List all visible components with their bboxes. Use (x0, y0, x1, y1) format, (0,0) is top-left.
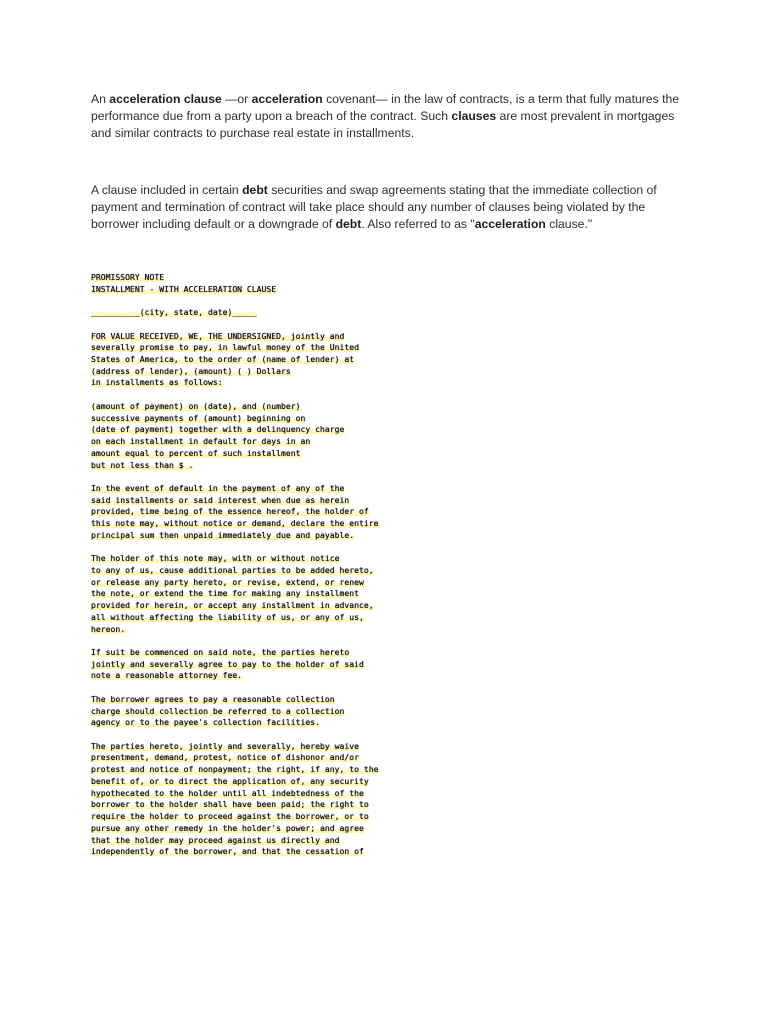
note-line (91, 483, 651, 495)
note-line (91, 799, 651, 811)
note-line (91, 846, 651, 858)
note-blank-line (91, 471, 651, 483)
note-line (91, 565, 651, 577)
paragraph-text: An (91, 92, 110, 106)
note-line-text: but not less than $ . (91, 459, 194, 470)
bold-term: acceleration (474, 216, 546, 231)
note-line-text: FOR VALUE RECEIVED, WE, THE UNDERSIGNED, jointly and (91, 330, 345, 341)
bold-term: debt (242, 183, 268, 197)
note-line-text: If suit be commenced on said note, the parties hereto (91, 647, 350, 657)
note-line-text: INSTALLMENT - WITH ACCELERATION CLAUSE (91, 283, 277, 294)
bold-term: acceleration clause (109, 92, 222, 106)
note-line (91, 741, 651, 753)
note-line (91, 307, 651, 319)
note-line (91, 577, 651, 589)
note-line (91, 624, 651, 636)
note-line (91, 436, 651, 448)
note-line-text: independently of the borrower, and that the cessation of (91, 846, 364, 857)
note-line (91, 588, 651, 600)
note-line-text: hereon. (91, 623, 126, 634)
note-blank-line (91, 319, 651, 331)
note-line-text: The parties hereto, jointly and severally, hereby waive (91, 740, 360, 751)
note-line-text: __________(city, state, date)_____ (91, 307, 257, 318)
paragraph-text: are most prevalent in mortgages and similar contracts to purchase real estate in installments. (91, 108, 675, 140)
intro-paragraph-definition (91, 91, 681, 141)
note-line-text: (date of payment) together with a delinquency charge (91, 424, 345, 435)
note-line (91, 553, 651, 565)
note-line-text: to any of us, cause additional parties to be added hereto, (91, 564, 374, 575)
note-line-text: provided for herein, or accept any installment in advance, (91, 600, 374, 611)
promissory-note-text (91, 272, 651, 858)
note-line (91, 506, 651, 518)
paragraph-text: . Also referred to as " (361, 216, 475, 231)
note-line-text: In the event of default in the payment of any of the (91, 482, 345, 493)
note-line (91, 460, 651, 472)
note-line (91, 717, 651, 729)
note-line-text: benefit of, or to direct the application of, any security (91, 775, 369, 786)
note-line (91, 706, 651, 718)
note-line (91, 495, 651, 507)
intro-paragraph-debt-clause (91, 182, 681, 232)
note-line (91, 331, 651, 343)
note-line-text: or release any party hereto, or revise, extend, or renew (91, 576, 364, 587)
note-line-text: on each installment in default for days in an (91, 436, 311, 447)
note-line (91, 284, 651, 296)
note-line-text: PROMISSORY NOTE (91, 272, 165, 282)
note-line-text: pursue any other remedy in the holder's power; and agree (91, 822, 364, 833)
note-line-text: charge should collection be referred to a collection (91, 705, 345, 716)
bold-term: acceleration (251, 92, 323, 106)
note-line (91, 752, 651, 764)
note-line-text: all without affecting the liability of us, or any of us, (91, 611, 364, 622)
note-line (91, 823, 651, 835)
note-line-text: this note may, without notice or demand, declare the entire (91, 518, 379, 529)
note-line-text: severally promise to pay, in lawful money of the United (91, 342, 360, 353)
note-line (91, 401, 651, 413)
note-line-text: The borrower agrees to pay a reasonable collection (91, 693, 335, 704)
bold-term: debt (335, 216, 362, 231)
note-line (91, 647, 651, 659)
note-line (91, 424, 651, 436)
bold-term: clauses (451, 108, 497, 123)
note-blank-line (91, 295, 651, 307)
note-line (91, 600, 651, 612)
paragraph-text: covenant— in the law of contracts, is a term that fully matures the performance due from a party upon a breach of the contract. Such (91, 92, 680, 123)
note-line (91, 788, 651, 800)
note-line-text: note a reasonable attorney fee. (91, 670, 243, 681)
note-line-text: agency or to the payee's collection facilities. (91, 717, 321, 728)
note-blank-line (91, 682, 651, 694)
note-line-text: (amount of payment) on (date), and (number) (91, 400, 301, 411)
note-line-text: said installments or said interest when due as herein (91, 494, 350, 505)
note-line (91, 377, 651, 389)
note-line (91, 670, 651, 682)
note-line-text: (address of lender), (amount) ( ) Dollars (91, 365, 291, 376)
note-line (91, 776, 651, 788)
note-line-text: States of America, to the order of (name of lender) at (91, 354, 355, 365)
note-line-text: borrower to the holder shall have been paid; the right to (91, 799, 369, 810)
note-line (91, 659, 651, 671)
paragraph-text: A clause included in certain (91, 183, 243, 197)
note-line (91, 811, 651, 823)
note-line-text: provided, time being of the essence hereof, the holder of (91, 506, 369, 517)
note-blank-line (91, 635, 651, 647)
note-blank-line (91, 729, 651, 741)
note-line (91, 518, 651, 530)
note-line-text: jointly and severally agree to pay to the holder of said (91, 658, 364, 669)
note-line (91, 835, 651, 847)
note-line (91, 530, 651, 542)
note-line-text: the note, or extend the time for making any installment (91, 588, 360, 599)
note-line (91, 413, 651, 425)
note-line-text: successive payments of (amount) beginning on (91, 412, 306, 423)
paragraph-text: —or (221, 92, 252, 106)
note-line-text: The holder of this note may, with or without notice (91, 553, 340, 564)
note-line-text: presentment, demand, protest, notice of dishonor and/or (91, 752, 360, 763)
paragraph-text: clause." (545, 216, 593, 231)
paragraph-text: securities and swap agreements stating that the immediate collection of payment and termination of contract will take place should any number of clauses being violated by the borrower including default or a downgrade of (91, 183, 657, 231)
note-line (91, 694, 651, 706)
note-line-text: that the holder may proceed against us directly and (91, 834, 340, 845)
note-line-text: hypothecated to the holder until all indebtedness of the (91, 787, 364, 798)
note-line (91, 764, 651, 776)
note-line (91, 366, 651, 378)
note-line (91, 272, 651, 284)
note-line (91, 448, 651, 460)
note-blank-line (91, 542, 651, 554)
note-line (91, 342, 651, 354)
note-line-text: in installments as follows: (91, 377, 223, 388)
note-line-text: require the holder to proceed against the borrower, or to (91, 811, 369, 822)
note-line-text: principal sum then unpaid immediately due and payable. (91, 529, 355, 540)
note-line-text: amount equal to percent of such installment (91, 447, 301, 458)
note-line (91, 612, 651, 624)
note-blank-line (91, 389, 651, 401)
note-line-text: protest and notice of nonpayment; the right, if any, to the (91, 764, 379, 775)
note-line (91, 354, 651, 366)
